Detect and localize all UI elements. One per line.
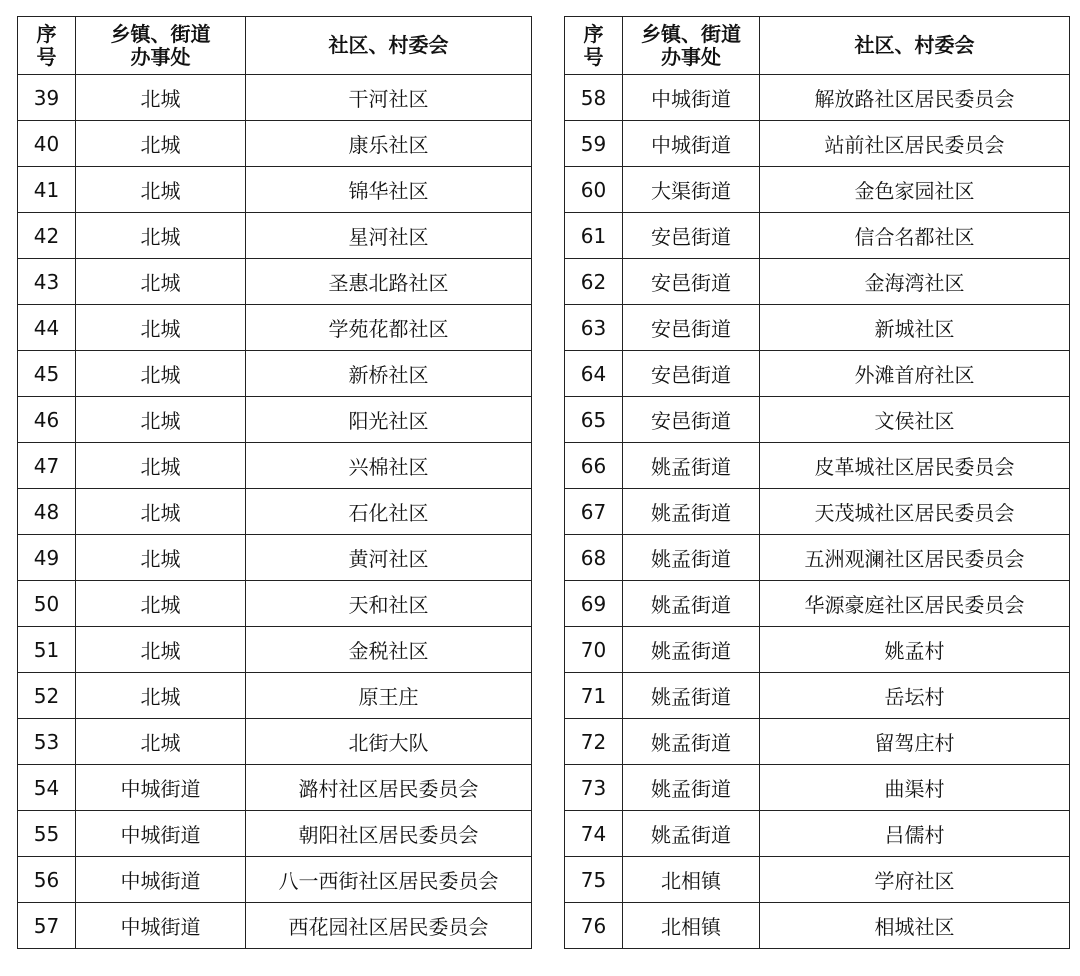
table-row (18, 443, 532, 489)
table-header-row (18, 17, 532, 75)
header-town-line1: 乡镇、街道 (641, 21, 741, 46)
community-cell: 锦华社区 (246, 167, 532, 213)
community-cell: 信合名都社区 (760, 213, 1070, 259)
serial-number-cell: 75 (565, 857, 623, 903)
table-row (18, 765, 532, 811)
serial-number-cell: 41 (18, 167, 76, 213)
community-cell: 外滩首府社区 (760, 351, 1070, 397)
community-cell: 学苑花都社区 (246, 305, 532, 351)
table-row (18, 305, 532, 351)
community-cell: 金色家园社区 (760, 167, 1070, 213)
community-cell: 新桥社区 (246, 351, 532, 397)
serial-number-cell: 66 (565, 443, 623, 489)
community-cell: 皮革城社区居民委员会 (760, 443, 1070, 489)
table-row (18, 167, 532, 213)
town-cell: 中城街道 (76, 857, 246, 903)
town-cell: 姚孟街道 (623, 811, 760, 857)
community-cell: 文侯社区 (760, 397, 1070, 443)
community-cell: 金海湾社区 (760, 259, 1070, 305)
serial-number-cell: 69 (565, 581, 623, 627)
town-cell: 中城街道 (623, 75, 760, 121)
table-row (18, 351, 532, 397)
town-cell: 北相镇 (623, 857, 760, 903)
serial-number-cell: 56 (18, 857, 76, 903)
table-row (565, 259, 1070, 305)
table-row (565, 75, 1070, 121)
community-cell: 相城社区 (760, 903, 1070, 949)
header-serial-number (565, 17, 623, 75)
town-cell: 北城 (76, 351, 246, 397)
community-cell: 潞村社区居民委员会 (246, 765, 532, 811)
serial-number-cell: 43 (18, 259, 76, 305)
community-cell: 留驾庄村 (760, 719, 1070, 765)
table-row (18, 213, 532, 259)
serial-number-cell: 76 (565, 903, 623, 949)
town-cell: 北城 (76, 397, 246, 443)
table-row (18, 903, 532, 949)
table-row (565, 305, 1070, 351)
serial-number-cell: 71 (565, 673, 623, 719)
town-cell: 北城 (76, 443, 246, 489)
community-cell: 兴棉社区 (246, 443, 532, 489)
serial-number-cell: 52 (18, 673, 76, 719)
serial-number-cell: 64 (565, 351, 623, 397)
town-cell: 姚孟街道 (623, 765, 760, 811)
town-cell: 北城 (76, 627, 246, 673)
community-cell: 姚孟村 (760, 627, 1070, 673)
table-row (565, 535, 1070, 581)
table-row (18, 259, 532, 305)
header-serial-line1: 序 (36, 21, 57, 46)
table-row (18, 397, 532, 443)
serial-number-cell: 57 (18, 903, 76, 949)
community-cell: 岳坛村 (760, 673, 1070, 719)
town-cell: 北城 (76, 673, 246, 719)
community-cell: 阳光社区 (246, 397, 532, 443)
serial-number-cell: 50 (18, 581, 76, 627)
community-cell: 天茂城社区居民委员会 (760, 489, 1070, 535)
serial-number-cell: 48 (18, 489, 76, 535)
table-row (565, 811, 1070, 857)
community-cell: 天和社区 (246, 581, 532, 627)
serial-number-cell: 42 (18, 213, 76, 259)
community-cell: 金税社区 (246, 627, 532, 673)
table-row (18, 581, 532, 627)
table-row (565, 443, 1070, 489)
serial-number-cell: 53 (18, 719, 76, 765)
town-cell: 姚孟街道 (623, 443, 760, 489)
table-row (18, 75, 532, 121)
table-row (565, 213, 1070, 259)
header-town-line1: 乡镇、街道 (110, 21, 211, 46)
serial-number-cell: 72 (565, 719, 623, 765)
community-cell: 石化社区 (246, 489, 532, 535)
table-row (565, 627, 1070, 673)
table-row (18, 673, 532, 719)
serial-number-cell: 67 (565, 489, 623, 535)
left-table-body (18, 75, 532, 949)
table-row (565, 167, 1070, 213)
table-row (18, 719, 532, 765)
community-cell: 干河社区 (246, 75, 532, 121)
community-cell: 圣惠北路社区 (246, 259, 532, 305)
serial-number-cell: 60 (565, 167, 623, 213)
right-table (564, 16, 1070, 949)
header-town-line2: 办事处 (661, 44, 721, 69)
town-cell: 中城街道 (623, 121, 760, 167)
community-cell: 黄河社区 (246, 535, 532, 581)
serial-number-cell: 45 (18, 351, 76, 397)
town-cell: 安邑街道 (623, 305, 760, 351)
table-row (565, 719, 1070, 765)
table-row (18, 489, 532, 535)
left-table (17, 16, 532, 949)
town-cell: 大渠街道 (623, 167, 760, 213)
town-cell: 北城 (76, 213, 246, 259)
town-cell: 北城 (76, 75, 246, 121)
serial-number-cell: 46 (18, 397, 76, 443)
table-row (565, 397, 1070, 443)
serial-number-cell: 62 (565, 259, 623, 305)
serial-number-cell: 44 (18, 305, 76, 351)
town-cell: 姚孟街道 (623, 535, 760, 581)
town-cell: 姚孟街道 (623, 627, 760, 673)
serial-number-cell: 68 (565, 535, 623, 581)
table-row (565, 489, 1070, 535)
serial-number-cell: 51 (18, 627, 76, 673)
community-cell: 学府社区 (760, 857, 1070, 903)
table-row (565, 581, 1070, 627)
town-cell: 北城 (76, 719, 246, 765)
header-town (76, 17, 246, 75)
serial-number-cell: 47 (18, 443, 76, 489)
table-row (18, 857, 532, 903)
community-cell: 华源豪庭社区居民委员会 (760, 581, 1070, 627)
table-row (565, 765, 1070, 811)
right-table-body (565, 75, 1070, 949)
community-cell: 八一西街社区居民委员会 (246, 857, 532, 903)
town-cell: 中城街道 (76, 765, 246, 811)
serial-number-cell: 59 (565, 121, 623, 167)
header-serial-line1: 序 (583, 21, 604, 46)
community-cell: 康乐社区 (246, 121, 532, 167)
table-row (565, 673, 1070, 719)
town-cell: 北城 (76, 489, 246, 535)
town-cell: 中城街道 (76, 811, 246, 857)
header-serial-line2: 号 (36, 44, 57, 69)
table-row (565, 121, 1070, 167)
town-cell: 安邑街道 (623, 259, 760, 305)
town-cell: 姚孟街道 (623, 489, 760, 535)
table-row (18, 121, 532, 167)
header-community: 社区、村委会 (246, 17, 532, 75)
town-cell: 中城街道 (76, 903, 246, 949)
community-cell: 原王庄 (246, 673, 532, 719)
community-cell: 五洲观澜社区居民委员会 (760, 535, 1070, 581)
header-serial-line2: 号 (583, 44, 604, 69)
serial-number-cell: 70 (565, 627, 623, 673)
town-cell: 北城 (76, 535, 246, 581)
town-cell: 北城 (76, 305, 246, 351)
town-cell: 安邑街道 (623, 397, 760, 443)
community-cell: 朝阳社区居民委员会 (246, 811, 532, 857)
town-cell: 安邑街道 (623, 213, 760, 259)
town-cell: 北城 (76, 259, 246, 305)
header-town (623, 17, 760, 75)
community-cell: 西花园社区居民委员会 (246, 903, 532, 949)
community-cell: 北街大队 (246, 719, 532, 765)
community-cell: 站前社区居民委员会 (760, 121, 1070, 167)
town-cell: 姚孟街道 (623, 719, 760, 765)
table-row (18, 627, 532, 673)
serial-number-cell: 39 (18, 75, 76, 121)
header-serial-number (18, 17, 76, 75)
serial-number-cell: 49 (18, 535, 76, 581)
community-cell: 解放路社区居民委员会 (760, 75, 1070, 121)
table-row (18, 811, 532, 857)
serial-number-cell: 61 (565, 213, 623, 259)
town-cell: 北城 (76, 121, 246, 167)
town-cell: 北城 (76, 581, 246, 627)
town-cell: 姚孟街道 (623, 581, 760, 627)
community-cell: 曲渠村 (760, 765, 1070, 811)
header-town-line2: 办事处 (130, 44, 191, 69)
table-row (565, 857, 1070, 903)
serial-number-cell: 63 (565, 305, 623, 351)
serial-number-cell: 58 (565, 75, 623, 121)
serial-number-cell: 74 (565, 811, 623, 857)
serial-number-cell: 55 (18, 811, 76, 857)
table-row (565, 351, 1070, 397)
serial-number-cell: 54 (18, 765, 76, 811)
table-row (18, 535, 532, 581)
town-cell: 北城 (76, 167, 246, 213)
header-community: 社区、村委会 (760, 17, 1070, 75)
town-cell: 姚孟街道 (623, 673, 760, 719)
community-cell: 新城社区 (760, 305, 1070, 351)
serial-number-cell: 73 (565, 765, 623, 811)
community-cell: 星河社区 (246, 213, 532, 259)
community-cell: 吕儒村 (760, 811, 1070, 857)
table-header-row (565, 17, 1070, 75)
table-row (565, 903, 1070, 949)
serial-number-cell: 65 (565, 397, 623, 443)
town-cell: 安邑街道 (623, 351, 760, 397)
serial-number-cell: 40 (18, 121, 76, 167)
town-cell: 北相镇 (623, 903, 760, 949)
